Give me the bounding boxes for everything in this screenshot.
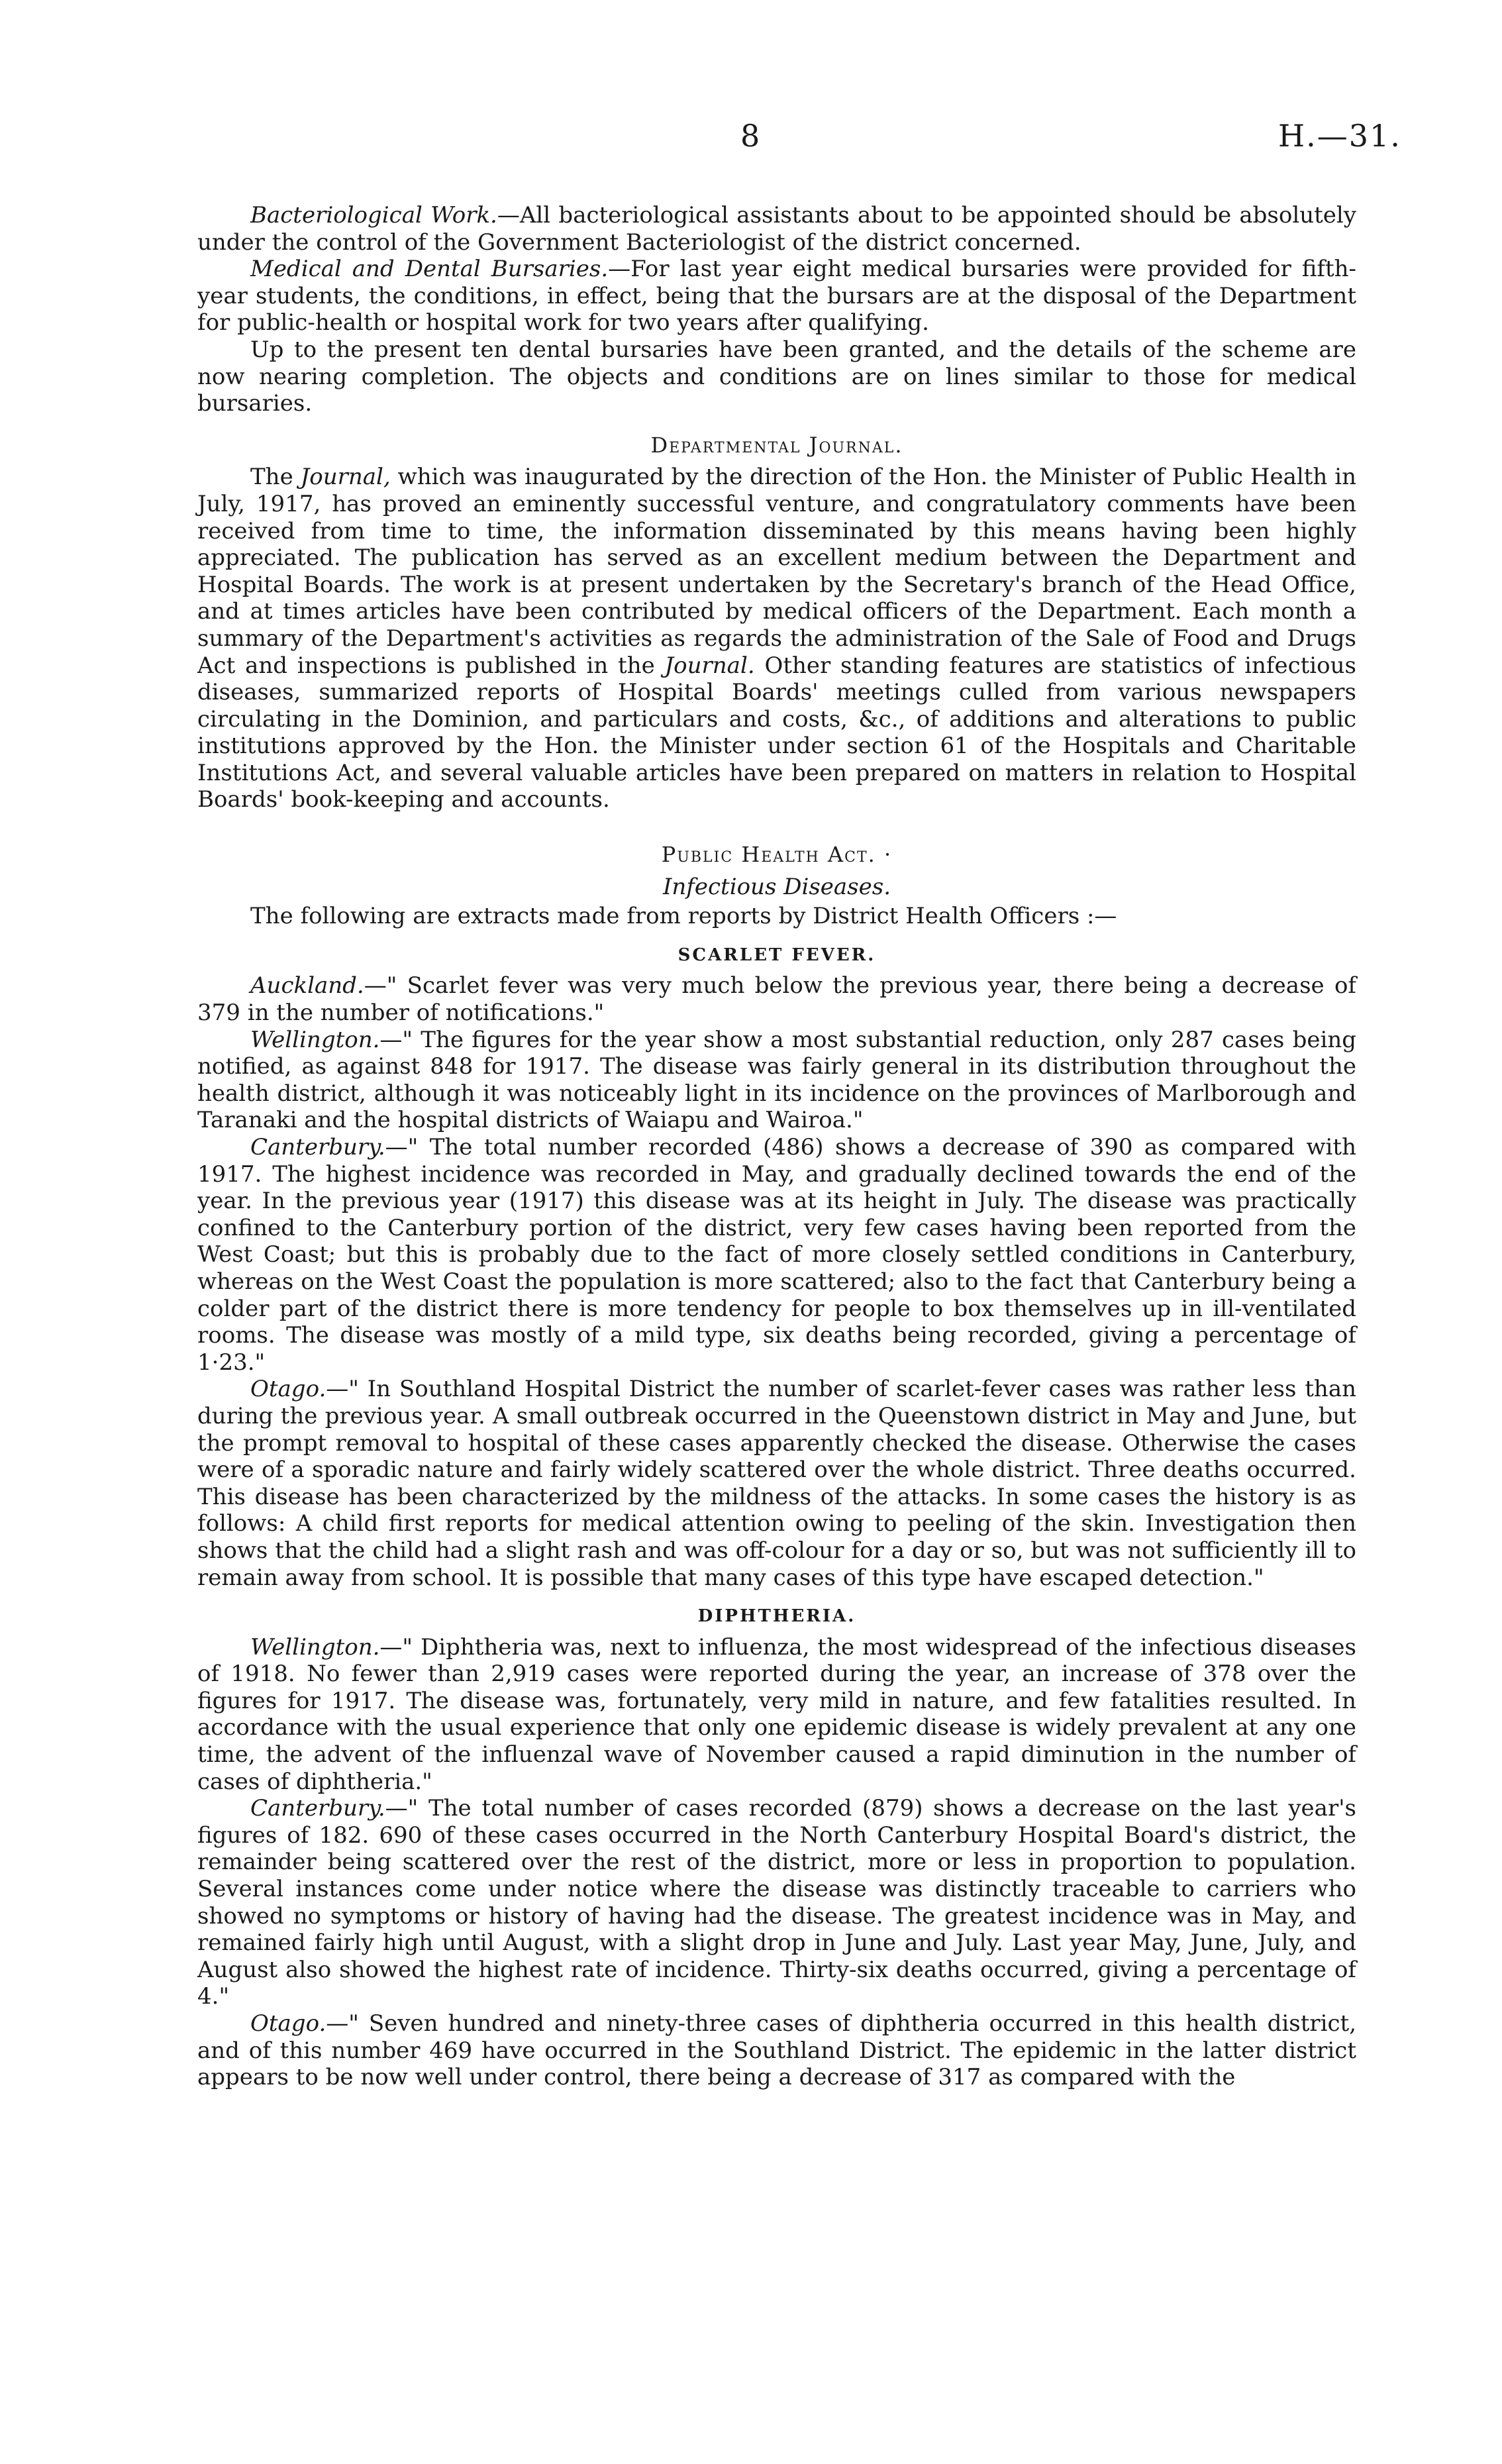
run-heading: Otago. [250,2010,326,2037]
run-heading: Canterbury. [250,1134,385,1160]
body-column [197,202,1356,2091]
run-text: —" Diphtheria was, next to influenza, the most widespread of the infectious diseases of 1918. No fewer than 2,919 cases were reported during the year, an increase of 378 over the figures for 1917. The disease was, fortunately, very mild in nature, and few fatalities resulted. In accordance with the usual experience that only one epidemic disease is widely prevalent at any one time, the advent of the influenzal wave of November caused a rapid diminution in the number of cases of diphtheria." [197,1633,1356,1795]
run-heading: Bacteriological Work. [250,202,497,229]
run-text: —" The figures for the year show a most substantial reduction, only 287 cases being notified, as against 848 for 1917. The disease was fairly general in its distribution throughout the health district, although it was noticeably light in its incidence on the provinces of Marlborough and Taranaki and the hospital districts of Waiapu and Wairoa." [197,1026,1356,1134]
subheading-infectious-diseases: Infectious Diseases. [662,873,891,900]
page-number: 8 [740,118,760,154]
section-heading-public-health: Public Health Act. · [661,842,893,868]
paragraph-bursaries [197,256,1356,336]
run-heading: Otago. [250,1376,326,1403]
paragraph-scarlet-canterbury [197,1134,1356,1376]
paragraph-scarlet-wellington [197,1027,1356,1134]
run-heading: Wellington. [250,1026,380,1053]
run-text: —All bacteriological assistants about to be appointed should be absolutely under the control of the Government Bacteriologist of the district concerned. [197,202,1356,256]
paragraph-diphtheria-canterbury [197,1795,1356,2010]
run-text: The [250,464,301,491]
document-reference: H.—31. [1278,118,1401,154]
run-text: which was inaugurated by the direction of the Hon. the Minister of Public Health in July, 1917, has proved an eminently successful venture, and congratulatory comments have been received from time to time, the information disseminated by this means having been highly appreciated. The publication has served as an excellent medium between the Department and Hospital Boards. The work is at present undertaken by the Secretary's branch of the Head Office, and at times articles have been contributed by medical officers of the Department. Each month a summary of the Department's activities as regards the administration of the Sale of Food and Drugs Act and inspections is published in the [197,464,1356,679]
run-text: —" In Southland Hospital District the number of scarlet-fever cases was rather less than during the previous year. A small outbreak occurred in the Queenstown district in May and June, but the prompt removal to hospital of these cases apparently checked the disease. Otherwise the cases were of a sporadic nature and fairly widely scattered over the whole district. Three deaths occurred. This disease has been characterized by the mildness of the attacks. In some cases the history is as follows: A child first reports for medical attention owing to peeling of the skin. Investigation then shows that the child had a slight rash and was off-colour for a day or so, but was not sufficiently ill to remain away from school. It is possible that many cases of this type have escaped detection." [197,1376,1356,1591]
paragraph-scarlet-otago [197,1376,1356,1591]
run-text: —" Seven hundred and ninety-three cases of diphtheria occurred in this health district, and of this number 469 have occurred in the Southland District. The epidemic in the latter district appears to be now well under control, there being a decrease of 317 as compared with the [197,2010,1356,2091]
paragraph-bacteriological [197,202,1356,256]
paragraph-intro: The following are extracts made from reports by District Health Officers :— [250,903,1117,930]
run-heading: Auckland. [250,972,364,1000]
section-heading-journal: Departmental Journal. [650,432,903,458]
run-heading: Medical and Dental Bursaries. [250,256,609,283]
run-text: Other standing features are statistics of infectious diseases, summarized reports of Hospital Boards' meetings culled from various newspapers circulating in the Dominion, and particulars and costs, &c., of additions and alterations to public institutions approved by the Hon. the Minister under section 61 of the Hospitals and Charitable Institutions Act, and several valuable articles have been prepared on matters in relation to Hospital Boards' book-keeping and accounts. [197,652,1356,813]
section-heading-diphtheria: DIPHTHERIA. [697,1606,856,1627]
run-text: —For last year eight medical bursaries were provided for fifth-year students, the conditions, in effect, being that the bursars are at the disposal of the Department for public-health or hospital work for two years after qualifying. [197,256,1357,336]
paragraph-journal [197,464,1356,813]
section-heading-scarlet-fever: SCARLET FEVER. [677,945,876,965]
paragraph-dental: Up to the present ten dental bursaries have been granted, and the details of the scheme are now nearing completion. The objects and conditions are on lines similar to those for medical bursaries. [197,336,1356,417]
run-text: —" The total number recorded (486) shows a decrease of 390 as compared with 1917. The highest incidence was recorded in May, and gradually declined towards the end of the year. In the previous year (1917) this disease was at its height in July. The disease was practically confined to the Canterbury portion of the district, very few cases having been reported from the West Coast; but this is probably due to the fact of more closely settled conditions in Canterbury, whereas on the West Coast the population is more scattered; also to the fact that Canterbury being a colder part of the district there is more tendency for people to box themselves up in ill-ventilated rooms. The disease was mostly of a mild type, six deaths being recorded, giving a percentage of 1·23." [197,1134,1356,1376]
paragraph-scarlet-auckland [197,972,1356,1026]
paragraph-diphtheria-otago [197,2010,1356,2091]
run-text: —" The total number of cases recorded (879) shows a decrease on the last year's figures of 182. 690 of these cases occurred in the North Canterbury Hospital Board's district, the remainder being scattered over the rest of the district, more or less in proportion to population. Several instances come under notice where the disease was distinctly traceable to carriers who showed no symptoms or history of having had the disease. The greatest incidence was in May, and remained fairly high until August, with a slight drop in June and July. Last year May, June, July, and August also showed the highest rate of incidence. Thirty-six deaths occurred, giving a percentage of 4." [197,1795,1356,2010]
run-heading: Wellington. [250,1633,380,1661]
run-text: —" Scarlet fever was very much below the previous year, there being a decrease of 379 in the number of notifications." [197,972,1356,1027]
run-heading: Canterbury. [250,1795,385,1822]
run-italic: Journal. [664,652,755,679]
run-italic: Journal, [300,464,391,491]
paragraph-diphtheria-wellington [197,1634,1356,1796]
